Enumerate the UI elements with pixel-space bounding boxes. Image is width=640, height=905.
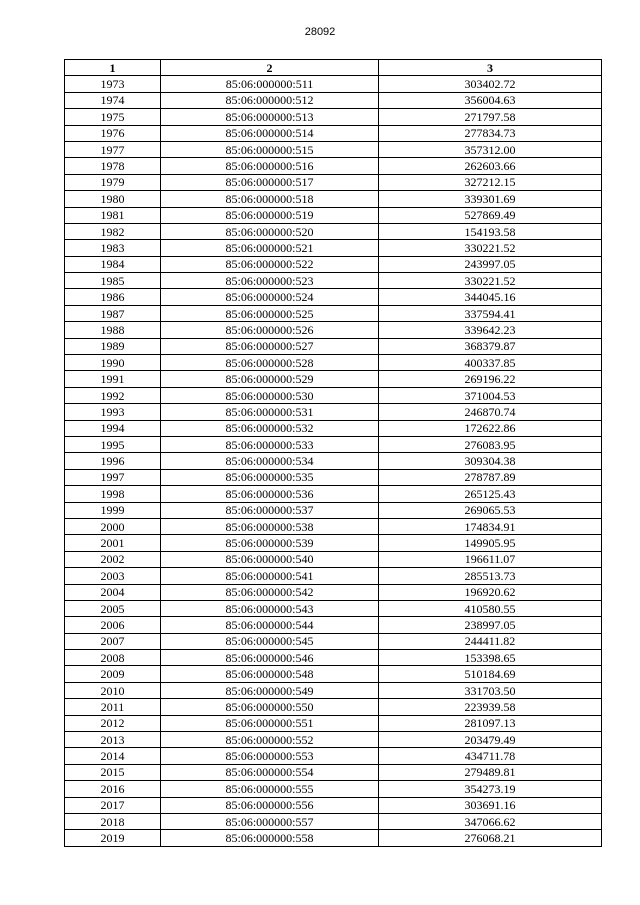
row-number-cell: 1996	[65, 453, 161, 469]
row-number-cell: 2019	[65, 830, 161, 846]
cadastral-number-cell: 85:06:000000:512	[161, 92, 379, 108]
row-number-cell: 2011	[65, 699, 161, 715]
value-cell: 243997.05	[379, 256, 602, 272]
row-number-cell: 2010	[65, 682, 161, 698]
table-row	[65, 633, 602, 649]
cadastral-number-cell: 85:06:000000:545	[161, 633, 379, 649]
cadastral-number-cell: 85:06:000000:514	[161, 125, 379, 141]
value-cell: 244411.82	[379, 633, 602, 649]
value-cell: 196920.62	[379, 584, 602, 600]
value-cell: 269196.22	[379, 371, 602, 387]
value-cell: 203479.49	[379, 732, 602, 748]
value-cell: 331703.50	[379, 682, 602, 698]
table-row	[65, 617, 602, 633]
table-row	[65, 764, 602, 780]
table-row	[65, 371, 602, 387]
cadastral-value-table	[64, 59, 602, 847]
cadastral-number-cell: 85:06:000000:555	[161, 781, 379, 797]
cadastral-number-cell: 85:06:000000:522	[161, 256, 379, 272]
value-cell: 347066.62	[379, 813, 602, 829]
table-row	[65, 387, 602, 403]
table-row	[65, 76, 602, 92]
cadastral-number-cell: 85:06:000000:528	[161, 355, 379, 371]
table-row	[65, 436, 602, 452]
row-number-cell: 1987	[65, 305, 161, 321]
cadastral-number-cell: 85:06:000000:526	[161, 322, 379, 338]
cadastral-number-cell: 85:06:000000:532	[161, 420, 379, 436]
value-cell: 277834.73	[379, 125, 602, 141]
cadastral-number-cell: 85:06:000000:546	[161, 650, 379, 666]
value-cell: 303402.72	[379, 76, 602, 92]
table-row	[65, 535, 602, 551]
table-row	[65, 518, 602, 534]
value-cell: 265125.43	[379, 486, 602, 502]
cadastral-number-cell: 85:06:000000:542	[161, 584, 379, 600]
table-row	[65, 682, 602, 698]
cadastral-number-cell: 85:06:000000:529	[161, 371, 379, 387]
row-number-cell: 1974	[65, 92, 161, 108]
cadastral-number-cell: 85:06:000000:544	[161, 617, 379, 633]
row-number-cell: 2015	[65, 764, 161, 780]
table-row	[65, 650, 602, 666]
table-row	[65, 568, 602, 584]
value-cell: 303691.16	[379, 797, 602, 813]
table-row	[65, 125, 602, 141]
table-row	[65, 141, 602, 157]
value-cell: 285513.73	[379, 568, 602, 584]
table-row	[65, 600, 602, 616]
value-cell: 368379.87	[379, 338, 602, 354]
value-cell: 271797.58	[379, 109, 602, 125]
value-cell: 330221.52	[379, 273, 602, 289]
table-row	[65, 240, 602, 256]
value-cell: 327212.15	[379, 174, 602, 190]
table-row	[65, 469, 602, 485]
cadastral-number-cell: 85:06:000000:553	[161, 748, 379, 764]
cadastral-number-cell: 85:06:000000:543	[161, 600, 379, 616]
page-number: 28092	[304, 26, 336, 38]
table-row	[65, 404, 602, 420]
row-number-cell: 1973	[65, 76, 161, 92]
cadastral-number-cell: 85:06:000000:533	[161, 436, 379, 452]
table-row	[65, 256, 602, 272]
value-cell: 153398.65	[379, 650, 602, 666]
row-number-cell: 1994	[65, 420, 161, 436]
cadastral-number-cell: 85:06:000000:511	[161, 76, 379, 92]
table-row	[65, 486, 602, 502]
table-row	[65, 699, 602, 715]
value-cell: 281097.13	[379, 715, 602, 731]
row-number-cell: 1984	[65, 256, 161, 272]
row-number-cell: 2008	[65, 650, 161, 666]
value-cell: 344045.16	[379, 289, 602, 305]
row-number-cell: 2000	[65, 518, 161, 534]
row-number-cell: 1989	[65, 338, 161, 354]
table-row	[65, 813, 602, 829]
row-number-cell: 1981	[65, 207, 161, 223]
table-row	[65, 223, 602, 239]
row-number-cell: 2004	[65, 584, 161, 600]
table-row	[65, 584, 602, 600]
value-cell: 174834.91	[379, 518, 602, 534]
value-cell: 527869.49	[379, 207, 602, 223]
row-number-cell: 2014	[65, 748, 161, 764]
row-number-cell: 1976	[65, 125, 161, 141]
row-number-cell: 1986	[65, 289, 161, 305]
cadastral-number-cell: 85:06:000000:517	[161, 174, 379, 190]
row-number-cell: 1991	[65, 371, 161, 387]
row-number-cell: 1985	[65, 273, 161, 289]
table-row	[65, 732, 602, 748]
row-number-cell: 1997	[65, 469, 161, 485]
value-cell: 400337.85	[379, 355, 602, 371]
cadastral-number-cell: 85:06:000000:557	[161, 813, 379, 829]
cadastral-number-cell: 85:06:000000:541	[161, 568, 379, 584]
table-row	[65, 420, 602, 436]
row-number-cell: 1999	[65, 502, 161, 518]
value-cell: 276083.95	[379, 436, 602, 452]
row-number-cell: 2016	[65, 781, 161, 797]
cadastral-number-cell: 85:06:000000:530	[161, 387, 379, 403]
cadastral-number-cell: 85:06:000000:552	[161, 732, 379, 748]
row-number-cell: 1979	[65, 174, 161, 190]
value-cell: 269065.53	[379, 502, 602, 518]
value-cell: 149905.95	[379, 535, 602, 551]
row-number-cell: 1980	[65, 191, 161, 207]
row-number-cell: 1993	[65, 404, 161, 420]
row-number-cell: 2003	[65, 568, 161, 584]
value-cell: 356004.63	[379, 92, 602, 108]
value-cell: 262603.66	[379, 158, 602, 174]
cadastral-number-cell: 85:06:000000:525	[161, 305, 379, 321]
cadastral-number-cell: 85:06:000000:531	[161, 404, 379, 420]
row-number-cell: 1975	[65, 109, 161, 125]
value-cell: 510184.69	[379, 666, 602, 682]
table-row	[65, 109, 602, 125]
table-row	[65, 158, 602, 174]
cadastral-number-cell: 85:06:000000:539	[161, 535, 379, 551]
value-cell: 309304.38	[379, 453, 602, 469]
value-cell: 434711.78	[379, 748, 602, 764]
cadastral-number-cell: 85:06:000000:556	[161, 797, 379, 813]
row-number-cell: 1990	[65, 355, 161, 371]
row-number-cell: 1988	[65, 322, 161, 338]
cadastral-number-cell: 85:06:000000:535	[161, 469, 379, 485]
row-number-cell: 1983	[65, 240, 161, 256]
cadastral-number-cell: 85:06:000000:538	[161, 518, 379, 534]
table-row	[65, 666, 602, 682]
row-number-cell: 1992	[65, 387, 161, 403]
column-header-1: 1	[65, 60, 161, 76]
row-number-cell: 1998	[65, 486, 161, 502]
table-row	[65, 453, 602, 469]
row-number-cell: 1982	[65, 223, 161, 239]
row-number-cell: 1978	[65, 158, 161, 174]
table-row	[65, 551, 602, 567]
value-cell: 371004.53	[379, 387, 602, 403]
cadastral-number-cell: 85:06:000000:536	[161, 486, 379, 502]
cadastral-number-cell: 85:06:000000:527	[161, 338, 379, 354]
row-number-cell: 2018	[65, 813, 161, 829]
value-cell: 354273.19	[379, 781, 602, 797]
cadastral-number-cell: 85:06:000000:515	[161, 141, 379, 157]
cadastral-number-cell: 85:06:000000:524	[161, 289, 379, 305]
table-row	[65, 322, 602, 338]
row-number-cell: 2007	[65, 633, 161, 649]
cadastral-number-cell: 85:06:000000:540	[161, 551, 379, 567]
cadastral-number-cell: 85:06:000000:554	[161, 764, 379, 780]
table-row	[65, 797, 602, 813]
row-number-cell: 1995	[65, 436, 161, 452]
table-row	[65, 502, 602, 518]
table-row	[65, 273, 602, 289]
value-cell: 154193.58	[379, 223, 602, 239]
table-row	[65, 207, 602, 223]
column-header-2: 2	[161, 60, 379, 76]
row-number-cell: 2002	[65, 551, 161, 567]
cadastral-number-cell: 85:06:000000:513	[161, 109, 379, 125]
cadastral-number-cell: 85:06:000000:518	[161, 191, 379, 207]
row-number-cell: 2013	[65, 732, 161, 748]
value-cell: 276068.21	[379, 830, 602, 846]
value-cell: 238997.05	[379, 617, 602, 633]
value-cell: 339642.23	[379, 322, 602, 338]
row-number-cell: 2001	[65, 535, 161, 551]
row-number-cell: 2005	[65, 600, 161, 616]
value-cell: 357312.00	[379, 141, 602, 157]
table-row	[65, 305, 602, 321]
value-cell: 246870.74	[379, 404, 602, 420]
row-number-cell: 2009	[65, 666, 161, 682]
row-number-cell: 2017	[65, 797, 161, 813]
value-cell: 278787.89	[379, 469, 602, 485]
cadastral-number-cell: 85:06:000000:537	[161, 502, 379, 518]
table-row	[65, 174, 602, 190]
cadastral-number-cell: 85:06:000000:550	[161, 699, 379, 715]
cadastral-number-cell: 85:06:000000:519	[161, 207, 379, 223]
cadastral-number-cell: 85:06:000000:523	[161, 273, 379, 289]
value-cell: 196611.07	[379, 551, 602, 567]
table-row	[65, 338, 602, 354]
row-number-cell: 1977	[65, 141, 161, 157]
cadastral-number-cell: 85:06:000000:549	[161, 682, 379, 698]
cadastral-number-cell: 85:06:000000:558	[161, 830, 379, 846]
table-body	[65, 76, 602, 846]
header-row	[65, 60, 602, 76]
cadastral-number-cell: 85:06:000000:521	[161, 240, 379, 256]
table-header	[65, 60, 602, 76]
cadastral-number-cell: 85:06:000000:520	[161, 223, 379, 239]
value-cell: 223939.58	[379, 699, 602, 715]
table-row	[65, 715, 602, 731]
table-row	[65, 748, 602, 764]
table-row	[65, 191, 602, 207]
column-header-3: 3	[379, 60, 602, 76]
table-row	[65, 92, 602, 108]
value-cell: 279489.81	[379, 764, 602, 780]
table-row	[65, 289, 602, 305]
table-row	[65, 830, 602, 846]
value-cell: 337594.41	[379, 305, 602, 321]
value-cell: 339301.69	[379, 191, 602, 207]
table-row	[65, 781, 602, 797]
table-row	[65, 355, 602, 371]
row-number-cell: 2012	[65, 715, 161, 731]
value-cell: 172622.86	[379, 420, 602, 436]
row-number-cell: 2006	[65, 617, 161, 633]
cadastral-number-cell: 85:06:000000:516	[161, 158, 379, 174]
value-cell: 330221.52	[379, 240, 602, 256]
cadastral-number-cell: 85:06:000000:551	[161, 715, 379, 731]
cadastral-number-cell: 85:06:000000:548	[161, 666, 379, 682]
value-cell: 410580.55	[379, 600, 602, 616]
cadastral-number-cell: 85:06:000000:534	[161, 453, 379, 469]
